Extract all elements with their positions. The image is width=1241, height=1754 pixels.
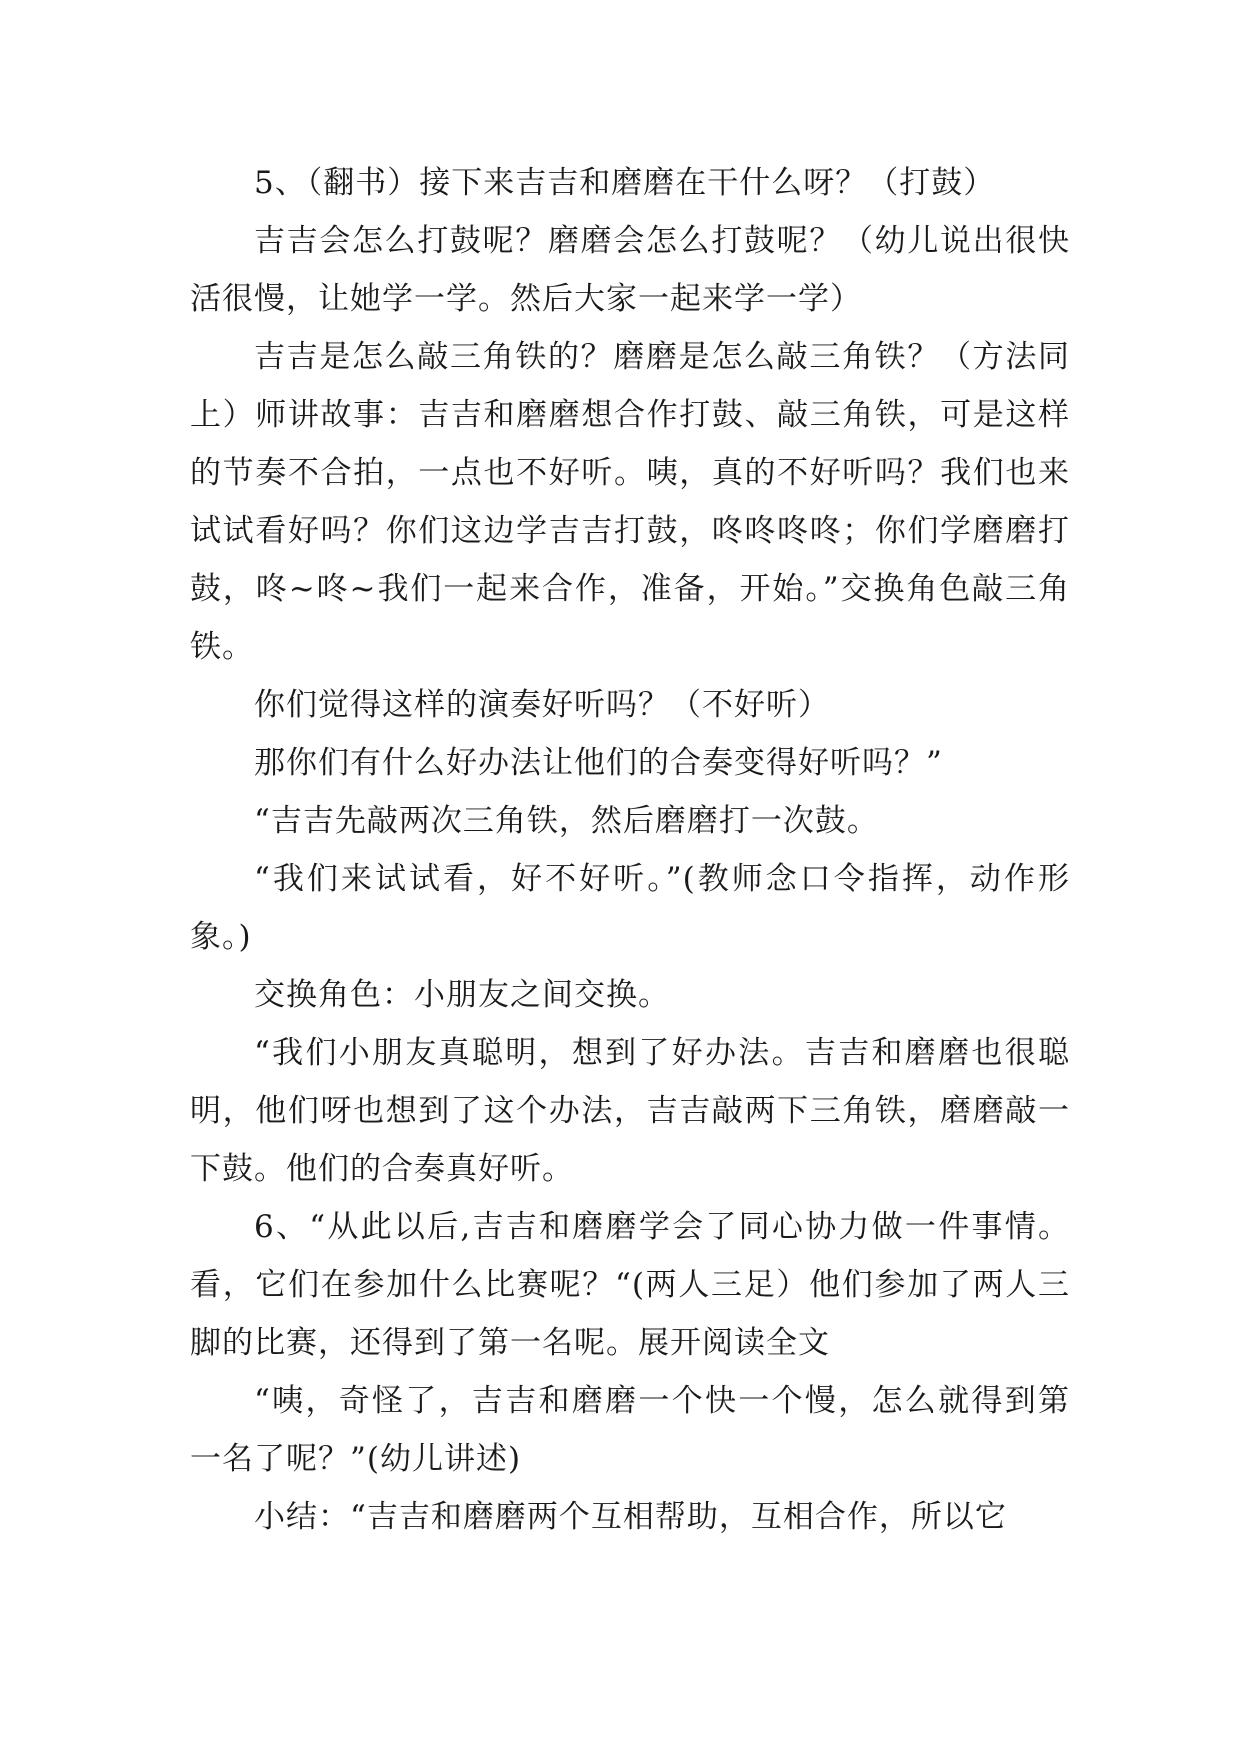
paragraph-12: 小结：“吉吉和磨磨两个互相帮助，互相合作，所以它 xyxy=(254,1499,1007,1535)
paragraph-7: “我们来试试看，好不好听。”(教师念口令指挥，动作形象。) xyxy=(190,861,1070,955)
paragraph-10: 6、“从此以后,吉吉和磨磨学会了同心协力做一件事情。看，它们在参加什么比赛呢？“(两人三足）他们参加了两人三脚的比赛，还得到了第一名呢。展开阅读全文 xyxy=(190,1209,1070,1361)
paragraph-5: 那你们有什么好办法让他们的合奏变得好听吗？” xyxy=(254,745,943,781)
paragraph-1: 5、（翻书）接下来吉吉和磨磨在干什么呀？（打鼓） xyxy=(254,165,996,201)
paragraph-3: 吉吉是怎么敲三角铁的？磨磨是怎么敲三角铁？（方法同上）师讲故事：吉吉和磨磨想合作打鼓、敲三角铁，可是这样的节奏不合拍，一点也不好听。咦，真的不好听吗？我们也来试试看好吗？你们这边学吉吉打鼓，咚咚咚咚；你们学磨磨打鼓，咚~咚~我们一起来合作，准备，开始。”交换角色敲三角铁。 xyxy=(190,339,1070,665)
paragraph-6: “吉吉先敲两次三角铁，然后磨磨打一次鼓。 xyxy=(254,803,879,839)
paragraph-8: 交换角色：小朋友之间交换。 xyxy=(254,977,670,1013)
paragraph-4: 你们觉得这样的演奏好听吗？（不好听） xyxy=(254,687,830,723)
paragraph-9: “我们小朋友真聪明，想到了好办法。吉吉和磨磨也很聪明，他们呀也想到了这个办法，吉吉敲两下三角铁，磨磨敲一下鼓。他们的合奏真好听。 xyxy=(190,1035,1070,1187)
paragraph-2: 吉吉会怎么打鼓呢？磨磨会怎么打鼓呢？（幼儿说出很快活很慢，让她学一学。然后大家一起来学一学） xyxy=(190,223,1070,317)
document-body xyxy=(190,154,1070,1546)
paragraph-11: “咦，奇怪了，吉吉和磨磨一个快一个慢，怎么就得到第一名了呢？”(幼儿讲述) xyxy=(190,1383,1070,1477)
